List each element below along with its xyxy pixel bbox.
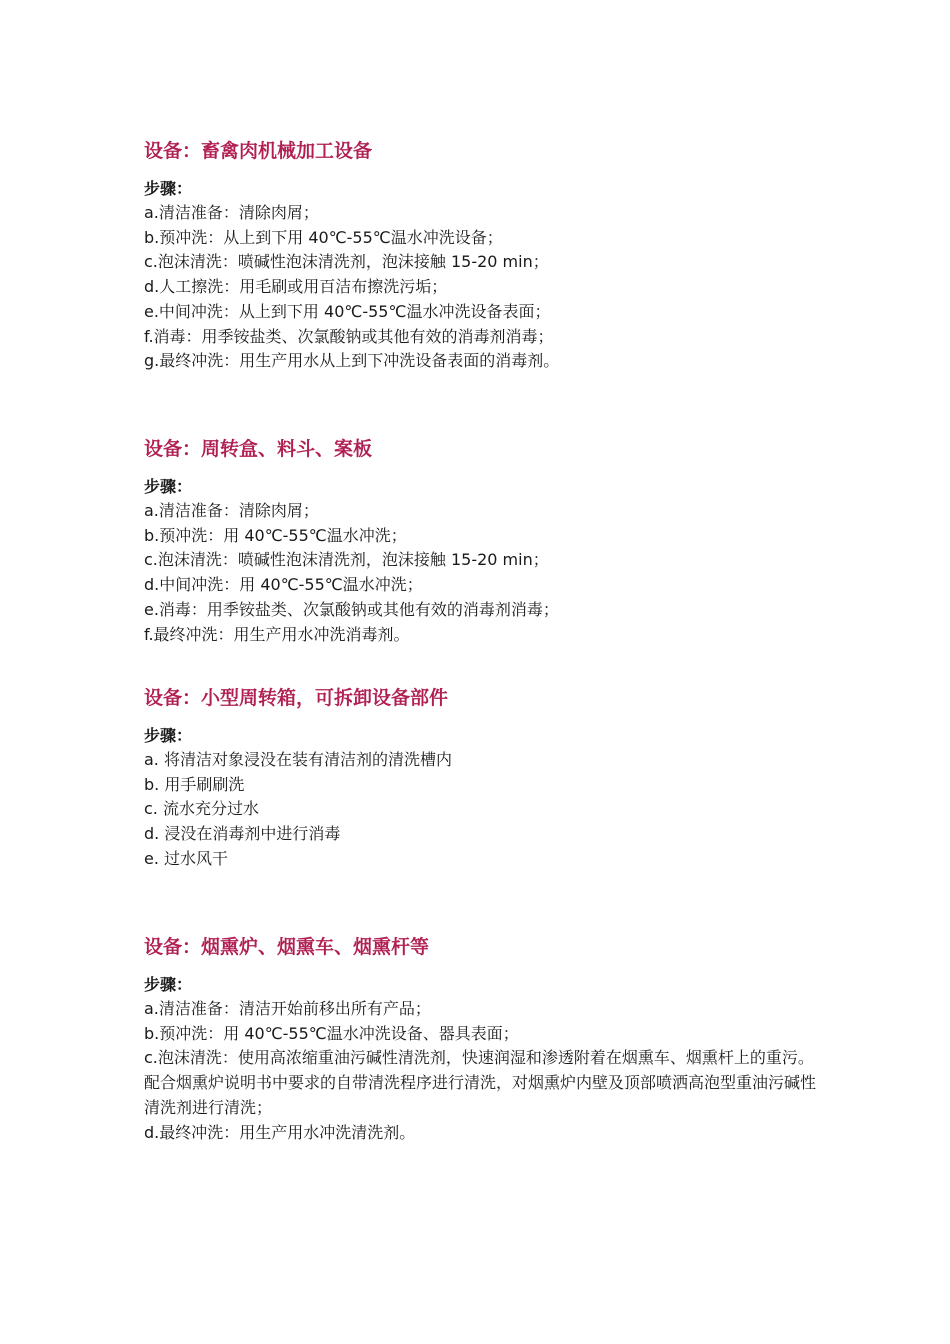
steps-label: 步骤： [144, 726, 193, 745]
step-item: c.泡沫清洗：喷碱性泡沫清洗剂，泡沫接触 15-20 min； [144, 252, 549, 272]
step-item: g.最终冲洗：用生产用水从上到下冲洗设备表面的消毒剂。 [144, 351, 560, 371]
step-item: a.清洁准备：清除肉屑； [144, 203, 319, 222]
section-meat-processing-equipment [144, 138, 824, 374]
section-title: 设备：小型周转箱，可拆卸设备部件 [144, 687, 449, 709]
section-small-turnover-box-parts [144, 685, 824, 872]
step-item: a. 将清洁对象浸没在装有清洁剂的清洗槽内 [144, 750, 452, 769]
step-item: d.人工擦洗：用毛刷或用百洁布擦洗污垢； [144, 277, 448, 297]
step-item: c.泡沫清洗：使用高浓缩重油污碱性清洗剂，快速润湿和渗透附着在烟熏车、烟熏杆上的重污。配合烟熏炉说明书中要求的自带清洗程序进行清洗，对烟熏炉内壁及顶部喷洒高泡型重油污碱性清洗剂进行清洗； [144, 1048, 817, 1117]
step-item: b. 用手刷刷洗 [144, 774, 245, 794]
step-item: d.最终冲洗：用生产用水冲洗清洗剂。 [144, 1122, 416, 1142]
step-item: a.清洁准备：清洁开始前移出所有产品； [144, 999, 431, 1018]
step-item: d. 浸没在消毒剂中进行消毒 [144, 824, 341, 844]
section-turnover-box-hopper-board [144, 436, 824, 647]
step-item: d.中间冲洗：用 40℃-55℃温水冲洗； [144, 575, 423, 595]
step-item: b.预冲洗：用 40℃-55℃温水冲洗； [144, 525, 407, 545]
step-item: f.消毒：用季铵盐类、次氯酸钠或其他有效的消毒剂消毒； [144, 326, 554, 346]
step-item: b.预冲洗：用 40℃-55℃温水冲洗设备、器具表面； [144, 1023, 519, 1043]
step-item: b.预冲洗：从上到下用 40℃-55℃温水冲洗设备； [144, 227, 503, 247]
section-smokehouse-equipment [144, 934, 824, 1145]
section-title: 设备：畜禽肉机械加工设备 [144, 140, 373, 162]
step-item: c. 流水充分过水 [144, 799, 259, 819]
step-item: f.最终冲洗：用生产用水冲洗消毒剂。 [144, 624, 410, 644]
steps-label: 步骤： [144, 179, 193, 198]
step-item: e.消毒：用季铵盐类、次氯酸钠或其他有效的消毒剂消毒； [144, 599, 559, 619]
step-item: e.中间冲洗：从上到下用 40℃-55℃温水冲洗设备表面； [144, 301, 551, 321]
step-item: a.清洁准备：清除肉屑； [144, 501, 319, 520]
steps-label: 步骤： [144, 477, 193, 496]
section-title: 设备：烟熏炉、烟熏车、烟熏杆等 [144, 936, 430, 958]
steps-label: 步骤： [144, 975, 193, 994]
step-item: c.泡沫清洗：喷碱性泡沫清洗剂，泡沫接触 15-20 min； [144, 550, 549, 570]
step-item: e. 过水风干 [144, 848, 229, 868]
section-title: 设备：周转盒、料斗、案板 [144, 438, 373, 460]
